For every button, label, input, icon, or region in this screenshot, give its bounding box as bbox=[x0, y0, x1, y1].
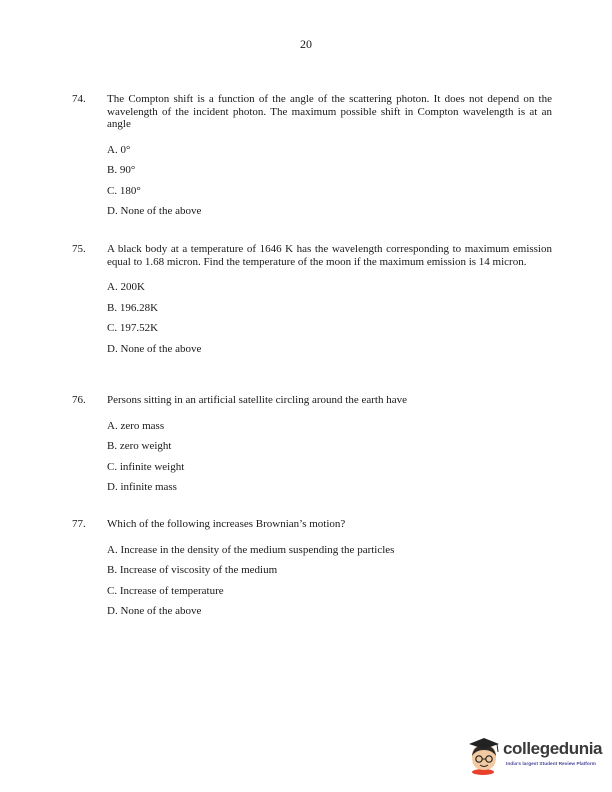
question-number: 76. bbox=[72, 394, 86, 406]
option-b: B. 90° bbox=[107, 164, 136, 176]
question-number: 74. bbox=[72, 93, 86, 105]
option-list bbox=[107, 420, 552, 502]
option-b: B. Increase of viscosity of the medium bbox=[107, 564, 278, 576]
option-a: A. zero mass bbox=[107, 419, 165, 432]
question-text: Which of the following increases Brownian’s motion? bbox=[107, 518, 346, 530]
option-a: A. Increase in the density of the medium suspending the particles bbox=[107, 543, 395, 556]
question-text: A black body at a temperature of 1646 K has the wavelength corresponding to maximum emission equal to 1.68 micron. Find the temperature of the moon if the maximum emission is 14 micron. bbox=[107, 243, 552, 268]
question-text: The Compton shift is a function of the angle of the scattering photon. It does not depend on the wavelength of the incident photon. The maximum possible shift in Compton wavelength is at an angle bbox=[107, 93, 552, 130]
option-c: C. Increase of temperature bbox=[107, 584, 224, 597]
option-list bbox=[107, 544, 552, 626]
option-b: B. 196.28K bbox=[107, 301, 159, 314]
page-number: 20 bbox=[300, 37, 312, 51]
option-d: D. None of the above bbox=[107, 205, 202, 217]
option-d: D. None of the above bbox=[107, 605, 202, 617]
question-number: 77. bbox=[72, 518, 86, 530]
question-74 bbox=[72, 93, 552, 226]
option-d: D. None of the above bbox=[107, 342, 202, 355]
option-c: C. infinite weight bbox=[107, 460, 185, 473]
question-text: Persons sitting in an artificial satellite circling around the earth have bbox=[107, 394, 407, 406]
mascot-icon bbox=[468, 735, 502, 775]
option-b: B. zero weight bbox=[107, 440, 172, 452]
question-75 bbox=[72, 243, 552, 363]
brand-name: collegedunia bbox=[503, 739, 603, 758]
question-77 bbox=[72, 518, 552, 626]
option-list bbox=[107, 281, 552, 363]
question-number: 75. bbox=[72, 243, 86, 255]
option-c: C. 180° bbox=[107, 184, 141, 197]
option-d: D. infinite mass bbox=[107, 481, 177, 493]
option-a: A. 200K bbox=[107, 281, 145, 293]
collegedunia-logo bbox=[468, 735, 608, 779]
option-a: A. 0° bbox=[107, 143, 131, 156]
question-76 bbox=[72, 394, 552, 502]
option-c: C. 197.52K bbox=[107, 322, 159, 334]
option-list bbox=[107, 144, 552, 226]
brand-tagline: India's largest Student Review Platform bbox=[506, 762, 596, 767]
